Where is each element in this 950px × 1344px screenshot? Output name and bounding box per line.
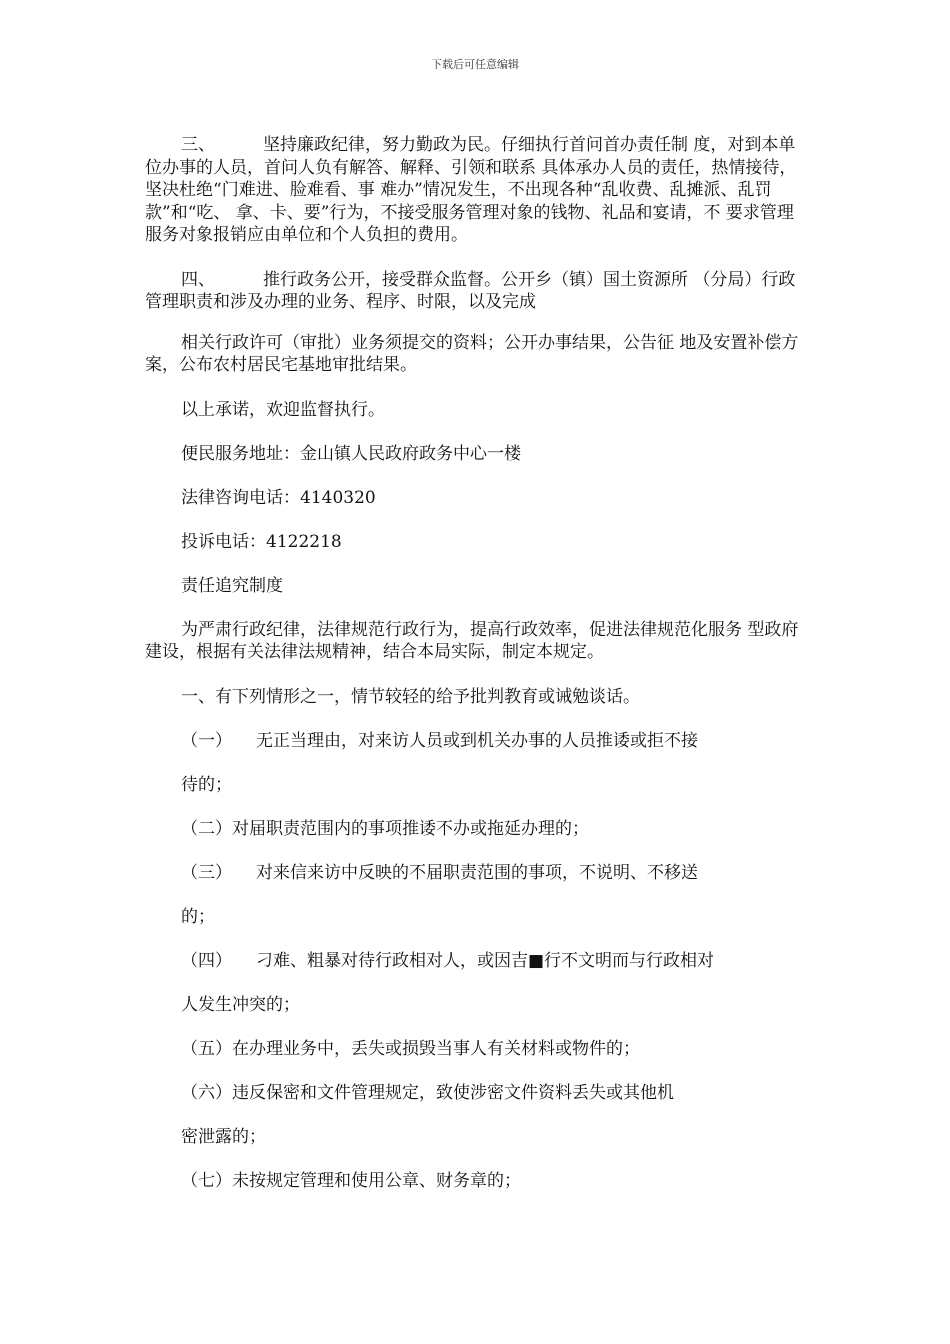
list-item-4 bbox=[145, 950, 805, 972]
item-text: 无正当理由，对来访人员或到机关办事的人员推诿或拒不接 bbox=[256, 730, 698, 751]
paragraph-text: 推行政务公开，接受群众监督。公开乡（镇）国土资源所 （分局）行政管理职责和涉及办理的业务、程序、时限，以及完成 bbox=[145, 269, 796, 312]
item-number: （四） bbox=[181, 950, 232, 971]
paragraph-three bbox=[145, 134, 805, 247]
legal-consult-phone: 法律咨询电话：4140320 bbox=[181, 487, 376, 508]
paragraph-four bbox=[145, 269, 805, 314]
list-item-6-continued: 密泄露的； bbox=[181, 1126, 266, 1147]
paragraph-four-continued: 相关行政许可（审批）业务须提交的资料；公开办事结果，公告征 地及安置补偿方案，公布农村居民宅基地审批结果。 bbox=[145, 332, 799, 375]
paragraph-number: 三、 bbox=[181, 135, 215, 155]
paragraph-text: 坚持廉政纪律，努力勤政为民。仔细执行首问首办责任制 度，对到本单位办事的人员，首问人负有解答、解释、引领和联系 具体承办人员的责任，热情接待，坚决杜绝“门难进、脸难看、事 难办”情况发生，不出现各种“乱收费、乱摊派、乱罚款”和“吃、 拿、卡、要”行为，不接受服务管理对象的钱物、礼品和宴请，不 要求管理服务对象报销应由单位和个人负担的费用。 bbox=[145, 135, 797, 245]
service-address: 便民服务地址：金山镇人民政府政务中心一楼 bbox=[181, 443, 521, 464]
intro-paragraph: 为严肃行政纪律，法律规范行政行为，提高行政效率，促进法律规范化服务 型政府建设，根据有关法律法规精神，结合本局实际，制定本规定。 bbox=[145, 619, 799, 662]
list-item-1-continued: 待的； bbox=[181, 774, 232, 795]
item-number: （一） bbox=[181, 730, 232, 751]
item-number: （三） bbox=[181, 862, 232, 883]
list-item-7: （七）未按规定管理和使用公章、财务章的； bbox=[181, 1170, 521, 1191]
list-item-1 bbox=[145, 730, 805, 752]
document-body bbox=[145, 134, 805, 1214]
item-text: 刁难、粗暴对待行政相对人，或因吉■行不文明而与行政相对 bbox=[256, 950, 715, 971]
list-item-4-continued: 人发生冲突的； bbox=[181, 994, 300, 1015]
list-item-2: （二）对届职责范围内的事项推诿不办或拖延办理的； bbox=[181, 818, 589, 839]
rule-one: 一、有下列情形之一，情节较轻的给予批判教育或诫勉谈话。 bbox=[181, 686, 640, 707]
list-item-3-continued: 的； bbox=[181, 906, 215, 927]
closing-line: 以上承诺，欢迎监督执行。 bbox=[181, 399, 385, 420]
item-text: 对来信来访中反映的不届职责范围的事项，不说明、不移送 bbox=[256, 862, 698, 883]
list-item-5: （五）在办理业务中，丢失或损毁当事人有关材料或物件的； bbox=[181, 1038, 640, 1059]
page-header: 下载后可任意编辑 bbox=[431, 58, 519, 71]
section-title: 责任追究制度 bbox=[181, 575, 283, 596]
list-item-3 bbox=[145, 862, 805, 884]
paragraph-number: 四、 bbox=[181, 269, 215, 290]
complaint-phone: 投诉电话：4122218 bbox=[181, 531, 342, 552]
list-item-6: （六）违反保密和文件管理规定，致使涉密文件资料丢失或其他机 bbox=[181, 1082, 674, 1103]
